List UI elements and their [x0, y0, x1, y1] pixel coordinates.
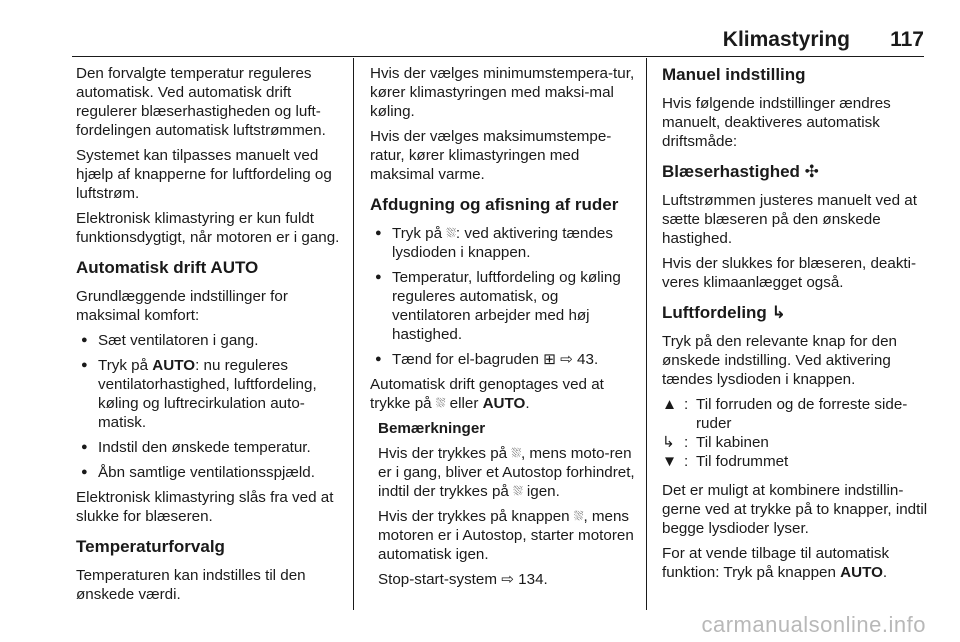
windscreen-arrow-icon: ▲: [662, 396, 678, 413]
paragraph: Hvis der slukkes for blæseren, deakti-veres klimaanlægget også.: [662, 255, 917, 291]
paragraph: Systemet kan tilpasses manuelt ved hjælp af knapperne for luftfordeling og luftstrøm.: [76, 147, 332, 202]
paragraph: Den forvalgte temperatur reguleres automatisk. Ved automatisk drift regulerer blæserhastigheden og luft-fordelingen automatisk luftstrømmen.: [76, 65, 326, 139]
heading-automatic-mode: Automatisk drift AUTO: [76, 258, 259, 277]
list-item: ● Sæt ventilatoren i gang.: [76, 331, 348, 350]
rear-window-heater-icon: ⊞: [543, 351, 556, 368]
list-item: ● Tænd for el-bagruden ⊞ ⇨ 43.: [370, 350, 636, 369]
note-box: [370, 419, 636, 589]
paragraph: Elektronisk klimastyring er kun fuldt funktionsdygtigt, når motoren er i gang.: [76, 210, 340, 246]
list-item: ● Temperatur, luftfordeling og køling reguleres automatisk, og ventilatoren arbejder med høj hastighed.: [370, 268, 636, 344]
paragraph: Elektronisk klimastyring slås fra ved at slukke for blæseren.: [76, 489, 334, 525]
page-number: 117: [890, 28, 924, 51]
list-item: ● Åbn samtlige ventilationsspjæld.: [76, 463, 348, 482]
column-2: [370, 64, 636, 595]
paragraph: Luftstrømmen justeres manuelt ved at sætte blæseren på den ønskede hastighed.: [662, 192, 917, 247]
cross-reference-icon: ⇨: [501, 571, 514, 588]
column-3: [662, 64, 930, 588]
defrost-icon: ⛆: [446, 226, 456, 240]
paragraph: Hvis der trykkes på ⛆, mens moto-ren er i gang, bliver et Autostop forhindret, indtil der trykkes på ⛆ igen.: [378, 445, 635, 500]
heading-manual: Manuel indstilling: [662, 65, 806, 84]
cabin-arrow-icon: ↳: [662, 434, 675, 451]
defrost-icon: ⛆: [573, 509, 584, 523]
column-divider-2: [646, 58, 647, 610]
section-title: Klimastyring: [722, 28, 850, 51]
defrost-icon: ⛆: [513, 484, 523, 498]
option-text: Til kabinen: [696, 434, 769, 451]
paragraph: Hvis der trykkes på knappen ⛆, mens motoren er i Autostop, starter motoren automatisk igen.: [378, 508, 634, 563]
footwell-arrow-icon: ▼: [662, 453, 678, 470]
heading-fan-speed: Blæserhastighed ✣: [662, 162, 819, 181]
paragraph: Automatisk drift genoptages ved at trykke på ⛆ eller AUTO.: [370, 376, 604, 412]
list-item: ● Tryk på ⛆: ved aktivering tændes lysdioden i knappen.: [370, 224, 636, 262]
option-row: ▲ : Til forruden og de forreste side-ruder: [662, 395, 930, 433]
page-header: [0, 0, 960, 58]
paragraph: Temperaturen kan indstilles til den ønskede værdi.: [76, 567, 306, 603]
air-distribution-icon: ↳: [771, 303, 786, 322]
option-text: Til fodrummet: [696, 453, 789, 470]
paragraph: Hvis der vælges minimumstempera-tur, kører klimastyringen med maksi-mal køling.: [370, 65, 635, 120]
defrost-icon: ⛆: [511, 446, 521, 460]
defrost-icon: ⛆: [435, 396, 446, 410]
column-divider-1: [353, 58, 354, 610]
paragraph: Det er muligt at kombinere indstillin-gerne ved at trykke på to knapper, indtil begge lysdioder lyser.: [662, 482, 928, 537]
air-distribution-options: [662, 395, 930, 471]
heading-air-distribution: Luftfordeling ↳: [662, 303, 786, 322]
note-title: Bemærkninger: [378, 420, 486, 437]
paragraph: Grundlæggende indstillinger for maksimal komfort:: [76, 288, 288, 324]
option-text: Til forruden og de forreste side-ruder: [696, 396, 908, 432]
fan-icon: ✣: [804, 162, 819, 181]
list-item: ● Tryk på AUTO: nu reguleres ventilatorhastighed, luftfordeling, køling og luftrecirkulation auto-matisk.: [76, 356, 348, 432]
paragraph: For at vende tilbage til automatisk funktion: Tryk på knappen AUTO.: [662, 545, 890, 581]
paragraph: Hvis der vælges maksimumstempe-ratur, kører klimastyringen med maksimal varme.: [370, 128, 612, 183]
header-divider: [72, 56, 924, 57]
paragraph: Tryk på den relevante knap for den ønskede indstilling. Ved aktivering tændes lysdioden i knappen.: [662, 333, 897, 388]
watermark: carmanualsonline.info: [701, 612, 926, 637]
cross-reference-icon: ⇨: [560, 351, 573, 368]
heading-defog: Afdugning og afisning af ruder: [370, 195, 619, 214]
paragraph: Hvis følgende indstillinger ændres manuelt, deaktiveres automatisk driftsmåde:: [662, 95, 891, 150]
list-item: ● Indstil den ønskede temperatur.: [76, 438, 348, 457]
option-row: ▼ : Til fodrummet: [662, 452, 930, 471]
column-1: [76, 64, 348, 610]
paragraph: Stop-start-system ⇨ 134.: [378, 571, 548, 588]
option-row: ↳ : Til kabinen: [662, 433, 930, 452]
bullet-list: [370, 224, 636, 369]
bullet-list: [76, 331, 348, 482]
heading-temperature: Temperaturforvalg: [76, 537, 225, 556]
